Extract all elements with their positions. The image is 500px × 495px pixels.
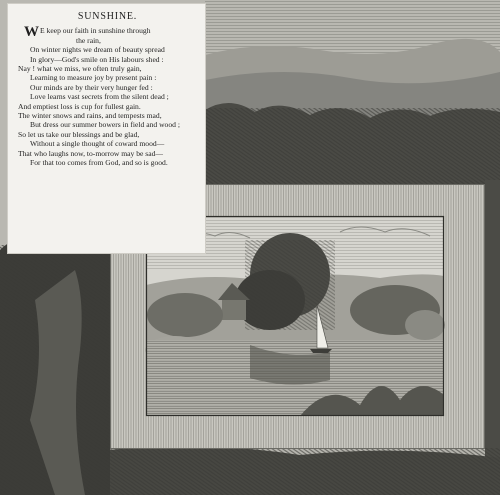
poem-line-14: That who laughs now, to-morrow may be sad— [18,148,164,158]
inset-cottage-wall [222,300,246,320]
poem-line-7: Our minds are by their very hunger fed : [30,82,153,92]
poem-line-10: The winter snows and rains, and tempests mad, [18,111,162,121]
poem-line-12: So let us take our blessings and be glad, [18,129,140,139]
inset-bushes-left [147,293,223,337]
poem-line-11: But dress our summer bowers in field and wood ; [30,120,180,130]
poem-line-6: Learning to measure joy by present pain : [30,73,157,83]
poem-card [8,4,205,253]
poem-title: SUNSHINE. [77,11,138,22]
poem-line-15: For that too comes from God, and so is good. [30,158,168,168]
poem-line-9: And emptiest loss is cup for fullest gain. [18,101,141,111]
poem-line-8: Love learns vast secrets from the silent dead ; [30,92,169,102]
right-foliage [485,180,500,495]
poem-dropcap: W [24,24,39,41]
poem-line-2: the rain, [76,35,101,45]
poem-line-1: W E keep our faith in sunshine through [24,24,151,41]
poem-line-5: Nay ! what we miss, we often truly gain, [18,64,142,74]
poem-line-4: In glory—God's smile on His labours shed : [30,54,164,64]
poem-line-13: Without a single thought of coward mood— [30,139,165,149]
poem-line-3: On winter nights we dream of beauty spread [30,45,165,55]
